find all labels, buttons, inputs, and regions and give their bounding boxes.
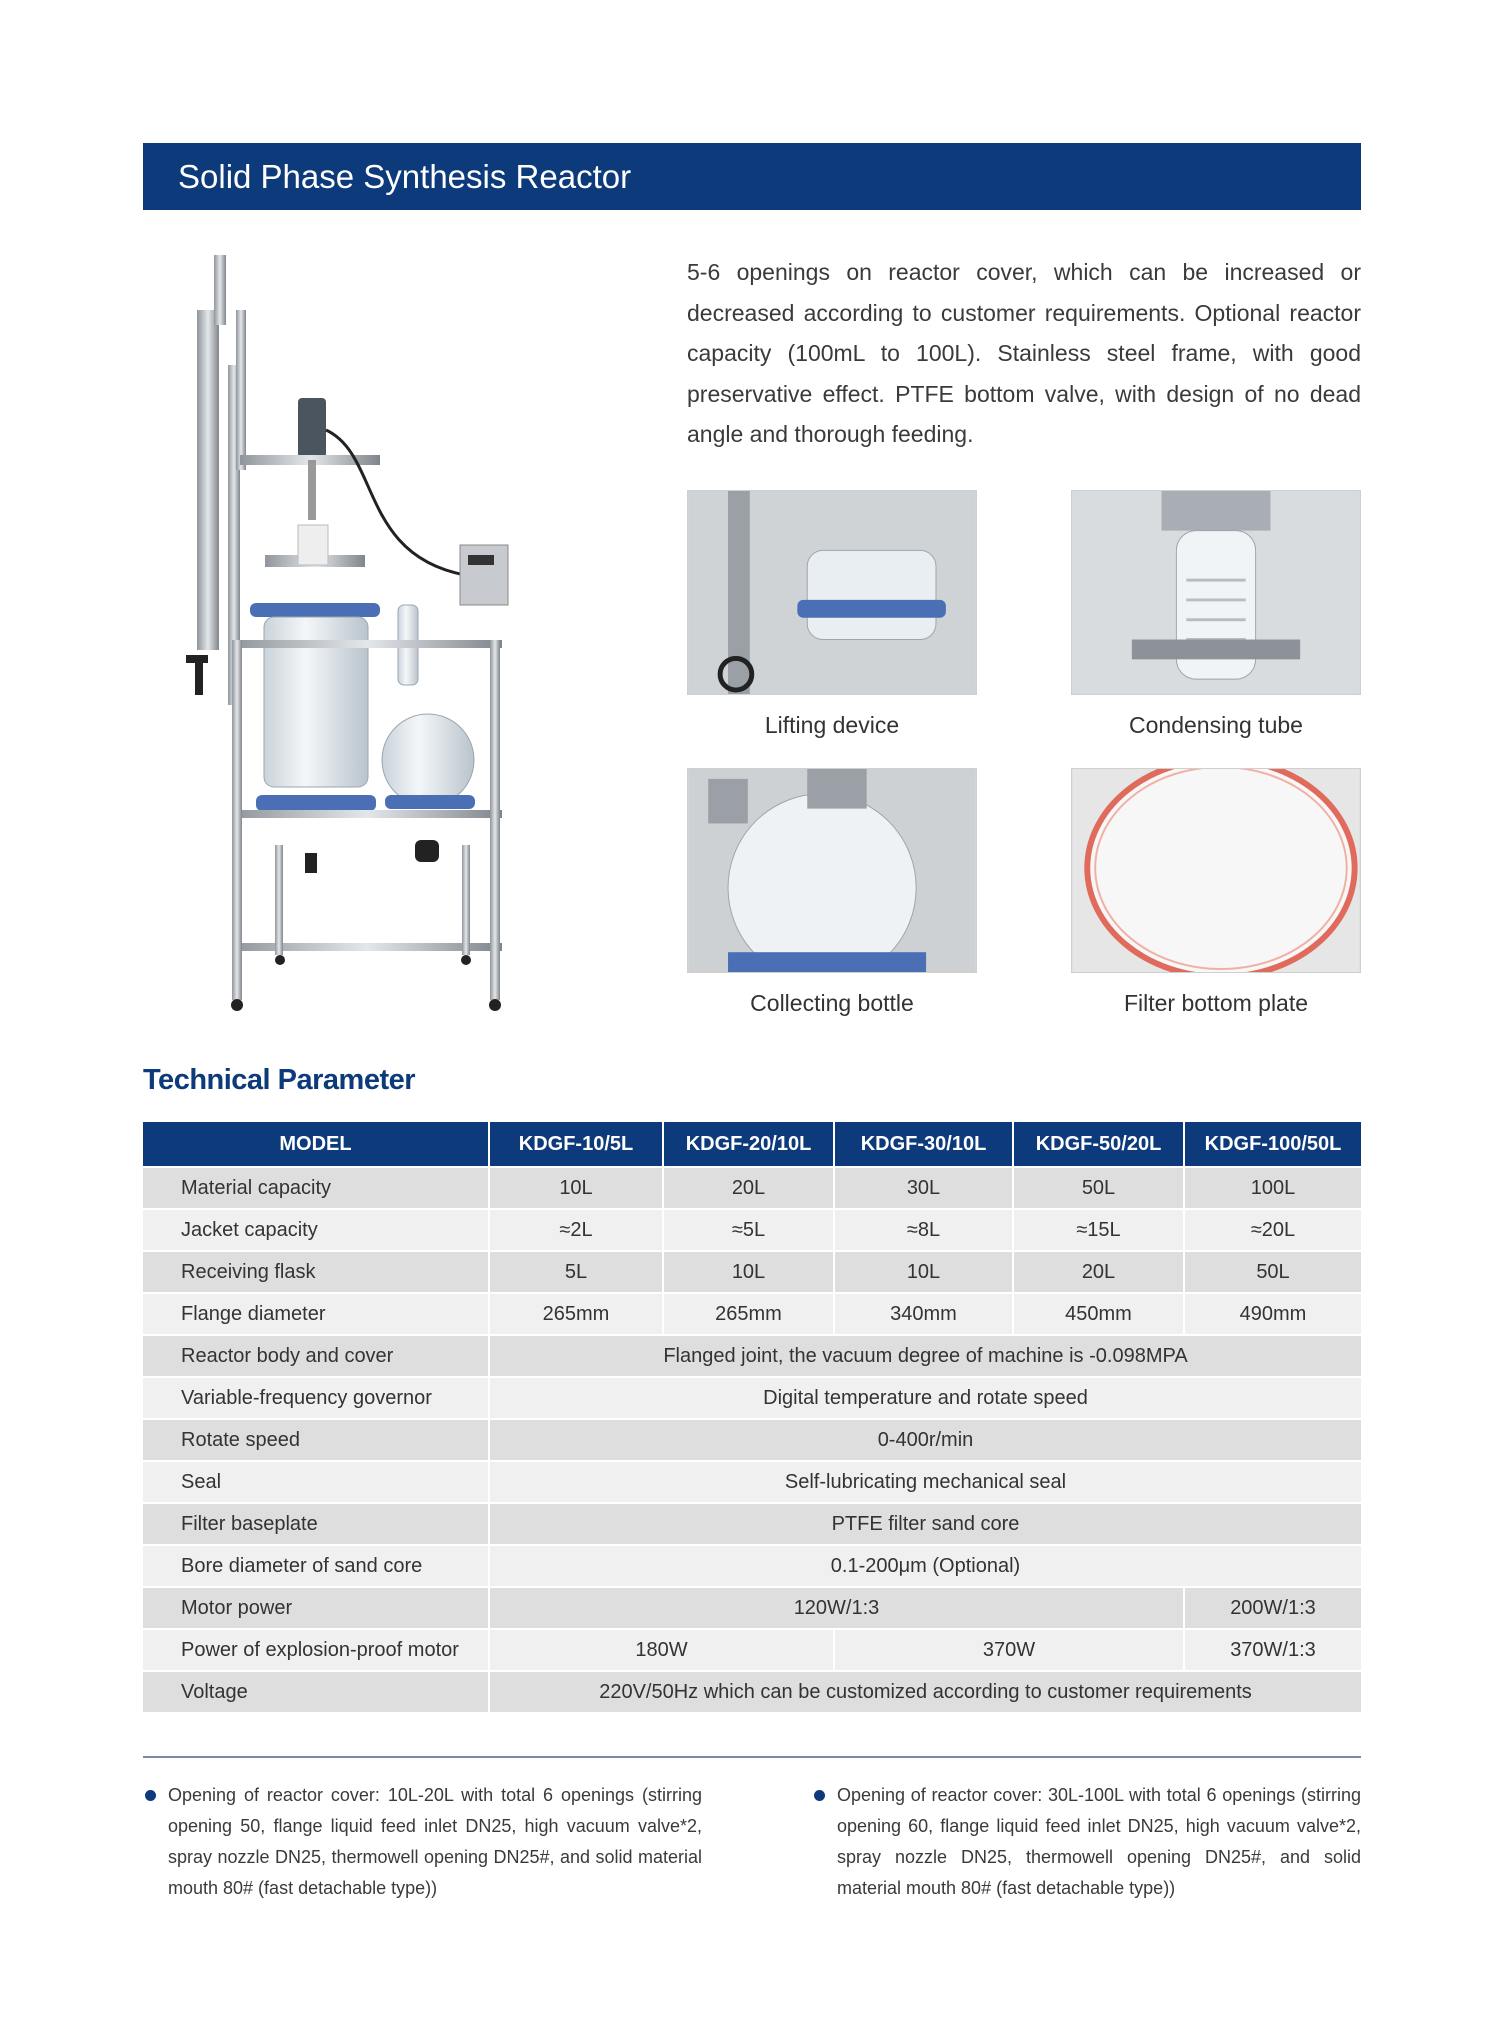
table-cell: ≈8L [835,1208,1014,1250]
table-header-row [143,1122,1361,1166]
technical-parameter-table [143,1122,1361,1712]
table-row [143,1544,1361,1586]
table-cell: 100L [1185,1166,1361,1208]
row-label: Motor power [143,1586,490,1628]
row-label: Variable-frequency governor [143,1376,490,1418]
reactor-product-photo [180,255,565,1012]
column-header: KDGF-30/10L [835,1122,1014,1166]
table-cell: 50L [1014,1166,1185,1208]
table-cell: 20L [1014,1250,1185,1292]
table-cell: 265mm [490,1292,664,1334]
product-description: 5-6 openings on reactor cover, which can be increased or decreased according to customer requirements. Optional reactor capacity (100mL to 100L). Stainless steel frame, with good preservative effect. PTFE bottom valve, with design of no dead angle and thorough feeding. [687,259,1361,447]
table-cell: Flanged joint, the vacuum degree of machine is -0.098MPA [490,1334,1361,1376]
feature-lifting-device [687,490,977,739]
feature-collecting-bottle [687,768,977,1017]
column-header: KDGF-50/20L [1014,1122,1185,1166]
table-row [143,1376,1361,1418]
note-large-models [837,1780,1361,1904]
feature-caption: Lifting device [764,712,900,738]
row-label: Voltage [143,1670,490,1712]
row-label: Flange diameter [143,1292,490,1334]
table-cell: 30L [835,1166,1014,1208]
feature-condensing-tube [1071,490,1361,739]
condensing-tube-image [1071,490,1361,695]
table-cell: 0.1-200μm (Optional) [490,1544,1361,1586]
table-cell: 490mm [1185,1292,1361,1334]
table-row [143,1250,1361,1292]
table-row [143,1166,1361,1208]
row-label: Material capacity [143,1166,490,1208]
collecting-bottle-image [687,768,977,973]
table-cell: 180W [490,1628,835,1670]
row-label: Seal [143,1460,490,1502]
table-row [143,1460,1361,1502]
table-cell: ≈20L [1185,1208,1361,1250]
table-cell: 265mm [664,1292,835,1334]
table-row [143,1334,1361,1376]
column-header: MODEL [143,1122,490,1166]
table-row [143,1208,1361,1250]
table-cell: 370W/1:3 [1185,1628,1361,1670]
column-header: KDGF-20/10L [664,1122,835,1166]
table-cell: PTFE filter sand core [490,1502,1361,1544]
table-cell: Digital temperature and rotate speed [490,1376,1361,1418]
lifting-device-image [687,490,977,695]
table-cell: 20L [664,1166,835,1208]
table-row [143,1670,1361,1712]
bullet-icon [145,1790,156,1801]
table-cell: 0-400r/min [490,1418,1361,1460]
column-header: KDGF-100/50L [1185,1122,1361,1166]
table-row [143,1628,1361,1670]
section-title: Technical Parameter [143,1064,416,1096]
table-cell: 50L [1185,1250,1361,1292]
table-cell: Self-lubricating mechanical seal [490,1460,1361,1502]
feature-caption: Collecting bottle [750,990,914,1016]
section-divider [143,1756,1361,1758]
table-cell: 370W [835,1628,1185,1670]
feature-caption: Condensing tube [1129,712,1303,738]
table-cell: 340mm [835,1292,1014,1334]
filter-bottom-plate-image [1071,768,1361,973]
row-label: Bore diameter of sand core [143,1544,490,1586]
table-cell: 5L [490,1250,664,1292]
table-cell: 200W/1:3 [1185,1586,1361,1628]
table-cell: 10L [664,1250,835,1292]
feature-filter-bottom-plate [1071,768,1361,1017]
table-cell: ≈15L [1014,1208,1185,1250]
column-header: KDGF-10/5L [490,1122,664,1166]
table-row [143,1418,1361,1460]
page-title: Solid Phase Synthesis Reactor [178,157,632,195]
row-label: Power of explosion-proof motor [143,1628,490,1670]
row-label: Reactor body and cover [143,1334,490,1376]
page-header [143,143,1361,210]
table-cell: ≈5L [664,1208,835,1250]
note-text: Opening of reactor cover: 10L-20L with total 6 openings (stirring opening 50, flange liquid feed inlet DN25, high vacuum valve*2, spray nozzle DN25, thermowell opening DN25#, and solid material mouth 80# (fast detachable type)) [168,1785,702,1898]
table-row [143,1586,1361,1628]
table-cell: 450mm [1014,1292,1185,1334]
note-text: Opening of reactor cover: 30L-100L with total 6 openings (stirring opening 60, flange liquid feed inlet DN25, high vacuum valve*2, spray nozzle DN25, thermowell opening DN25#, and solid material mouth 80# (fast detachable type)) [837,1785,1361,1898]
table-cell: 120W/1:3 [490,1586,1185,1628]
row-label: Jacket capacity [143,1208,490,1250]
table-row [143,1502,1361,1544]
bullet-icon [814,1790,825,1801]
note-small-models [168,1780,702,1904]
table-cell: ≈2L [490,1208,664,1250]
feature-caption: Filter bottom plate [1123,990,1309,1016]
row-label: Rotate speed [143,1418,490,1460]
table-cell: 220V/50Hz which can be customized according to customer requirements [490,1670,1361,1712]
table-cell: 10L [490,1166,664,1208]
table-row [143,1292,1361,1334]
row-label: Filter baseplate [143,1502,490,1544]
row-label: Receiving flask [143,1250,490,1292]
table-cell: 10L [835,1250,1014,1292]
